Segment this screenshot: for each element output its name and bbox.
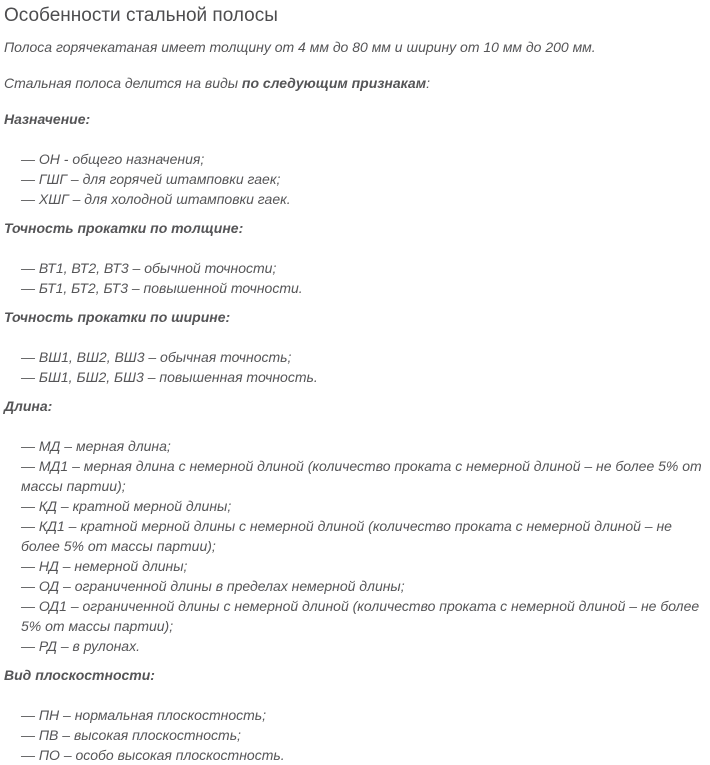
item-list-naznachenie bbox=[4, 149, 706, 209]
section-heading-naznachenie: Назначение: bbox=[4, 111, 91, 127]
list-item: — ХШГ – для холодной штамповки гаек. bbox=[21, 191, 291, 207]
classification-prefix: Стальная полоса делится на виды bbox=[4, 75, 242, 91]
section-heading-dlina: Длина: bbox=[4, 398, 53, 414]
list-item: — ВТ1, ВТ2, ВТ3 – обычной точности; bbox=[21, 260, 277, 276]
page-title: Особенности стальной полосы bbox=[4, 5, 278, 26]
list-item: — ОН - общего назначения; bbox=[21, 151, 205, 167]
list-item: — БШ1, БШ2, БШ3 – повышенная точность. bbox=[21, 369, 318, 385]
item-list-tochnost-shirina bbox=[4, 347, 706, 387]
list-item: — МД – мерная длина; bbox=[21, 438, 171, 454]
classification-paragraph bbox=[4, 73, 706, 93]
list-item: — ВШ1, ВШ2, ВШ3 – обычная точность; bbox=[21, 349, 292, 365]
list-item: — РД – в рулонах. bbox=[21, 638, 140, 654]
list-item: — МД1 – мерная длина с немерной длиной (количество проката с немерной длиной – не более 5% от массы партии); bbox=[21, 458, 702, 494]
intro-paragraph: Полоса горячекатаная имеет толщину от 4 мм до 80 мм и ширину от 10 мм до 200 мм. bbox=[4, 39, 596, 55]
list-item: — ПВ – высокая плоскостность; bbox=[21, 727, 241, 743]
list-item: — ГШГ – для горячей штамповки гаек; bbox=[21, 171, 281, 187]
item-list-tochnost-tolschina bbox=[4, 258, 706, 298]
list-item: — НД – немерной длины; bbox=[21, 558, 188, 574]
list-item: — ОД1 – ограниченной длины с немерной длиной (количество проката с немерной длиной – не более 5% от массы партии); bbox=[21, 598, 700, 634]
list-item: — ПН – нормальная плоскостность; bbox=[21, 707, 267, 723]
list-item: — КД1 – кратной мерной длины с немерной длиной (количество проката с немерной длиной – не более 5% от массы партии); bbox=[21, 518, 672, 554]
section-heading-tochnost-shirina: Точность прокатки по ширине: bbox=[4, 309, 231, 325]
list-item: — ОД – ограниченной длины в пределах немерной длины; bbox=[21, 578, 405, 594]
item-list-ploskostnost bbox=[4, 705, 706, 765]
list-item: — ПО – особо высокая плоскостность. bbox=[21, 747, 285, 763]
list-item: — КД – кратной мерной длины; bbox=[21, 498, 232, 514]
section-heading-ploskostnost: Вид плоскостности: bbox=[4, 667, 155, 683]
item-list-dlina bbox=[4, 436, 706, 656]
section-heading-tochnost-tolschina: Точность прокатки по толщине: bbox=[4, 220, 244, 236]
classification-emphasis: по следующим признакам bbox=[241, 75, 427, 91]
classification-suffix: : bbox=[426, 75, 430, 91]
list-item: — БТ1, БТ2, БТ3 – повышенной точности. bbox=[21, 280, 303, 296]
